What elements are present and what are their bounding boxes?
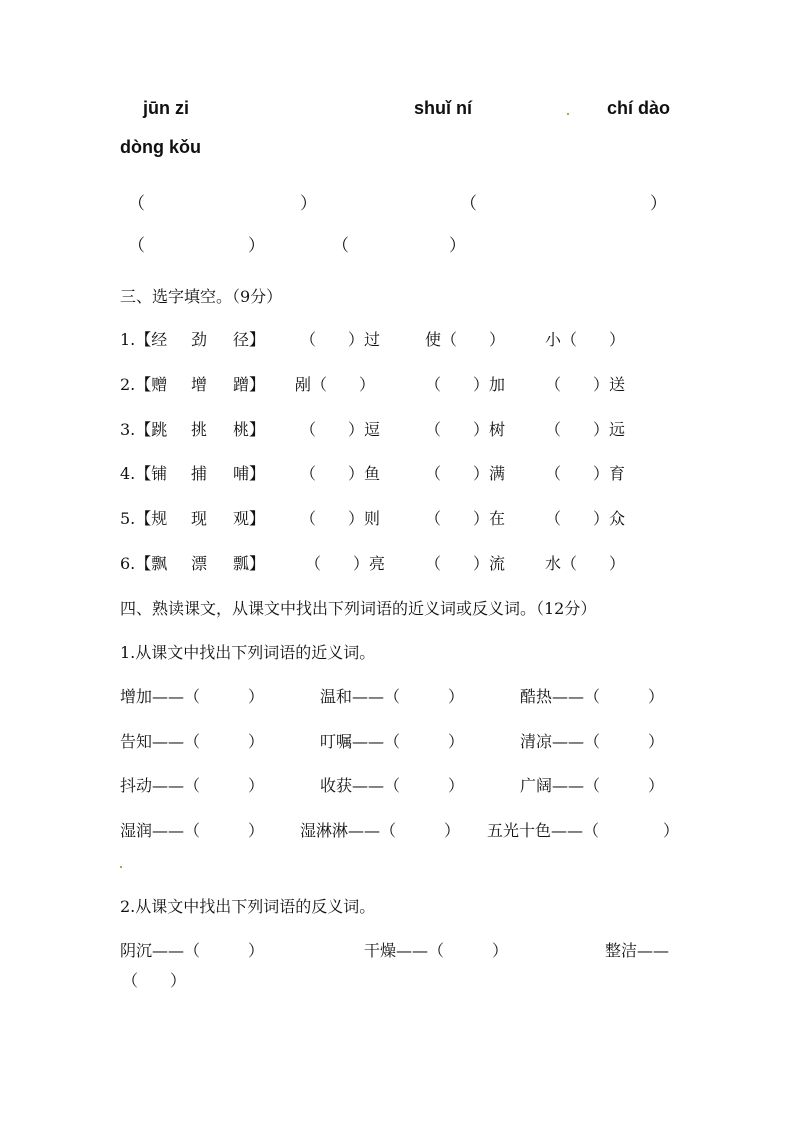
pinyin-2: shuǐ ní	[414, 98, 472, 118]
fill-blank: （ ）众	[545, 509, 626, 528]
synonym-item: 抖动——（ ）	[120, 776, 265, 795]
choice-chars: 径】	[233, 330, 266, 349]
choice-chars: 观】	[233, 509, 266, 528]
fill-blank: （ ）加	[425, 375, 506, 394]
section-4-title: 四、熟读课文，从课文中找出下列词语的近义词或反义词。（12分）	[120, 599, 597, 618]
choice-chars: 现	[191, 509, 208, 528]
choice-chars: 漂	[191, 554, 208, 573]
answer-paren-open: （	[460, 194, 477, 214]
answer-paren-open: （	[128, 236, 145, 256]
choice-chars: 劲	[191, 330, 208, 349]
synonym-subtitle: 1.从课文中找出下列词语的近义词。	[120, 643, 376, 662]
synonym-item: 温和——（ ）	[320, 687, 465, 706]
fill-blank: （ ）逗	[300, 420, 381, 439]
fill-blank: 小（ ）	[545, 330, 626, 349]
fill-blank: （ ）过	[300, 330, 381, 349]
antonym-item: 阴沉——（ ）	[120, 941, 265, 960]
choice-chars: 4.【铺	[120, 464, 168, 483]
choice-chars: 挑	[191, 420, 208, 439]
choice-chars: 瓢】	[233, 554, 266, 573]
synonym-item: 收获——（ ）	[320, 776, 465, 795]
choice-chars: 3.【跳	[120, 420, 168, 439]
choice-chars: 捕	[191, 464, 208, 483]
choice-chars: 5.【规	[120, 509, 168, 528]
antonym-item: 整洁——	[605, 941, 670, 960]
fill-blank: 使（ ）	[425, 330, 506, 349]
pinyin-3: chí dào	[607, 98, 671, 118]
stray-dot	[567, 113, 569, 115]
fill-blank: （ ）则	[300, 509, 381, 528]
synonym-item: 叮嘱——（ ）	[320, 732, 465, 751]
fill-blank: （ ）树	[425, 420, 506, 439]
fill-blank: （ ）在	[425, 509, 506, 528]
synonym-item: 告知——（ ）	[120, 732, 265, 751]
choice-chars: 桃】	[233, 420, 266, 439]
synonym-item: 广阔——（ ）	[520, 776, 665, 795]
pinyin-1: jūn zi	[143, 98, 189, 118]
choice-chars: 1.【经	[120, 330, 168, 349]
fill-blank: （ ）流	[425, 554, 506, 573]
answer-paren-close: ）	[650, 194, 667, 214]
choice-chars: 哺】	[233, 464, 266, 483]
answer-paren-close: ）	[248, 236, 265, 256]
answer-paren-open: （	[128, 194, 145, 214]
antonym-subtitle: 2.从课文中找出下列词语的反义词。	[120, 897, 376, 916]
fill-blank: （ ）送	[545, 375, 626, 394]
pinyin-4: dòng kǒu	[120, 137, 201, 157]
fill-blank: （ ）鱼	[300, 464, 381, 483]
antonym-blank: （ ）	[122, 971, 187, 990]
answer-paren-close: ）	[449, 236, 466, 256]
synonym-item: 酷热——（ ）	[520, 687, 665, 706]
choice-chars: 6.【飘	[120, 554, 168, 573]
fill-blank: （ ）育	[545, 464, 626, 483]
choice-chars: 2.【赠	[120, 375, 168, 394]
answer-paren-close: ）	[300, 194, 317, 214]
fill-blank: （ ）满	[425, 464, 506, 483]
fill-blank: 水（ ）	[545, 554, 626, 573]
choice-chars: 增	[191, 375, 208, 394]
synonym-item: 湿淋淋——（ ）	[300, 821, 461, 840]
antonym-item: 干燥——（ ）	[364, 941, 509, 960]
fill-blank: （ ）远	[545, 420, 626, 439]
synonym-item: 清凉——（ ）	[520, 732, 665, 751]
fill-blank: （ ）亮	[305, 554, 386, 573]
choice-chars: 蹭】	[233, 375, 266, 394]
stray-dot	[120, 866, 122, 868]
answer-paren-open: （	[332, 236, 349, 256]
synonym-item: 湿润——（ ）	[120, 821, 265, 840]
fill-blank: 剐（ ）	[295, 375, 376, 394]
synonym-item: 五光十色——（ ）	[487, 821, 680, 840]
section-3-title: 三、选字填空。（9分）	[120, 287, 283, 306]
synonym-item: 增加——（ ）	[120, 687, 265, 706]
